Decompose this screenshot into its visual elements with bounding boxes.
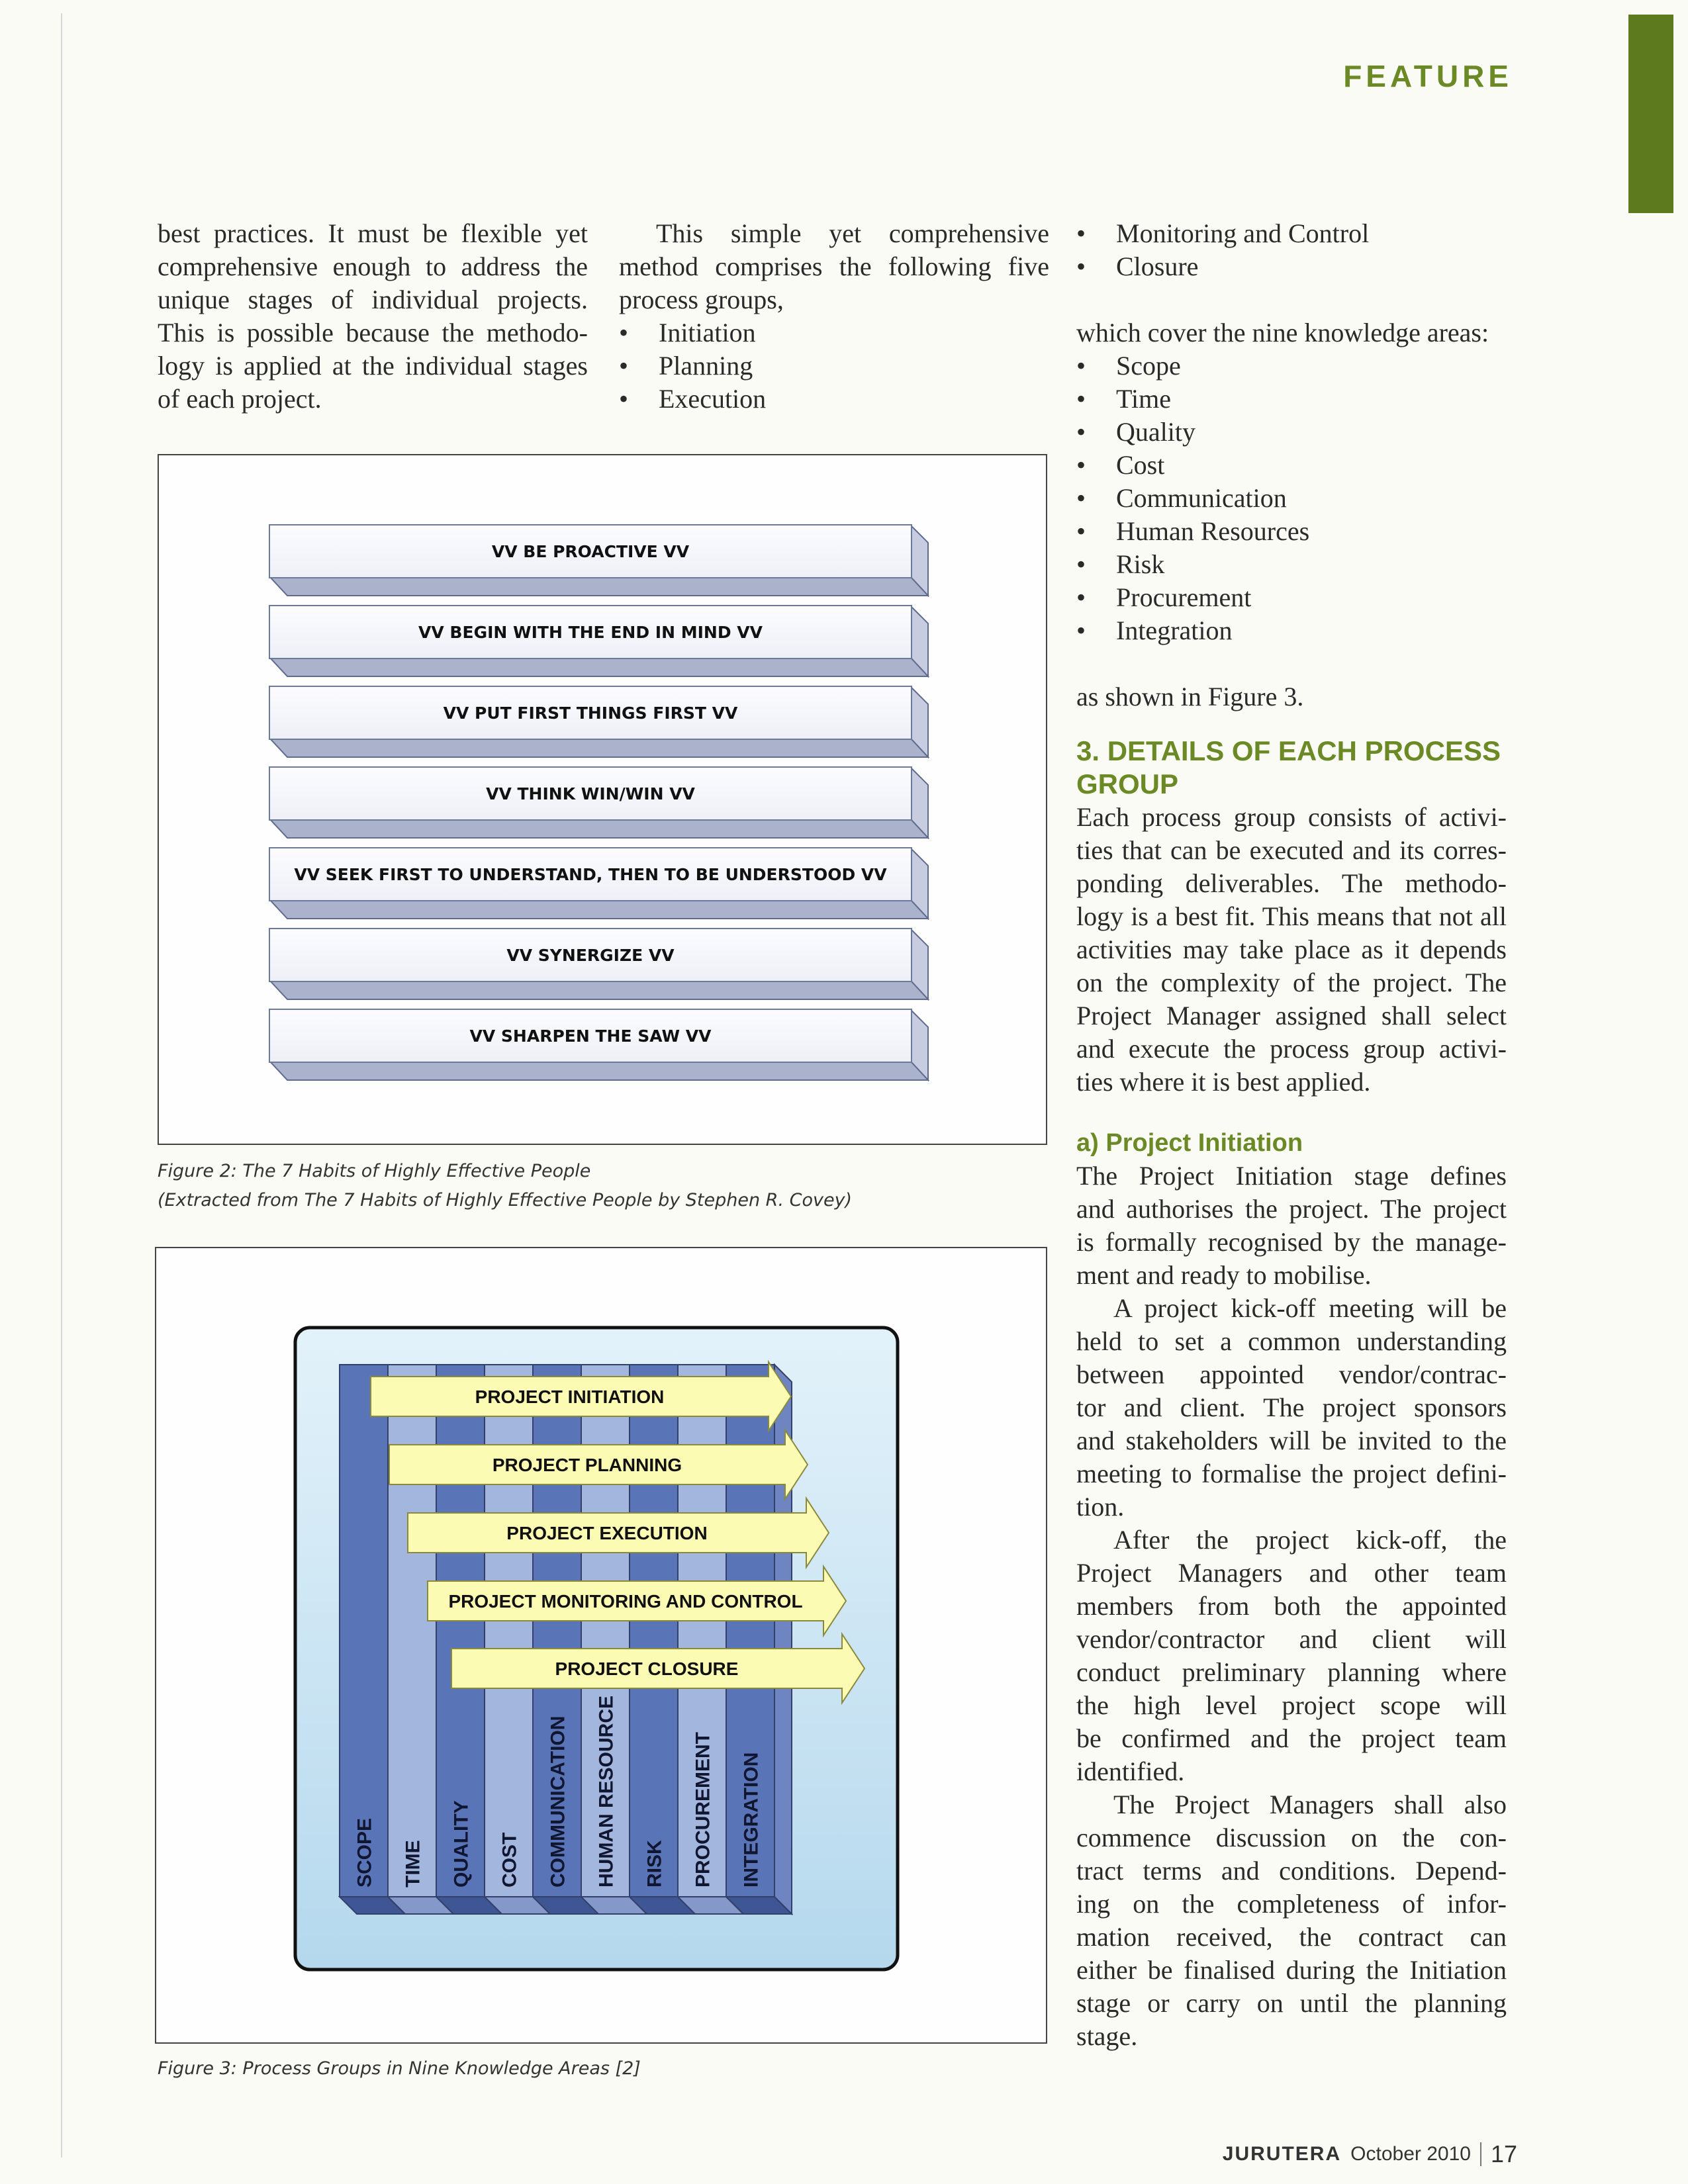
knowledge-area-label: SCOPE bbox=[353, 1817, 376, 1888]
process-group-label: PROJECT CLOSURE bbox=[555, 1659, 739, 1679]
knowledge-area-label: TIME bbox=[402, 1840, 424, 1888]
text-line: After the project kick-off, the bbox=[1113, 1525, 1507, 1555]
text-line: either be finalised during the Initiation bbox=[1076, 1955, 1507, 1985]
text-line: tion. bbox=[1076, 1492, 1125, 1522]
text-line: on the complexity of the project. The bbox=[1076, 968, 1507, 997]
knowledge-area-label: QUALITY bbox=[450, 1800, 473, 1888]
text-line: activities may take place as it depends bbox=[1076, 934, 1507, 964]
list-item: • Quality bbox=[1076, 416, 1507, 449]
process-group-list bbox=[619, 316, 1049, 416]
knowledge-column-face bbox=[340, 1365, 388, 1897]
text-line: This is possible because the methodo- bbox=[158, 318, 588, 347]
text-line: tor and client. The project sponsors bbox=[1076, 1392, 1507, 1422]
caption-line: Figure 2: The 7 Habits of Highly Effective People bbox=[158, 1161, 591, 1181]
text-line: commence discussion on the con- bbox=[1076, 1823, 1507, 1852]
text-line: held to set a common understanding bbox=[1076, 1326, 1507, 1356]
knowledge-intro: which cover the nine knowledge areas: bbox=[1076, 318, 1489, 347]
text-line: and authorises the project. The project bbox=[1076, 1194, 1507, 1224]
text-line: Each process group consists of activi- bbox=[1076, 802, 1507, 832]
figure-2-box bbox=[158, 454, 1047, 1145]
text-line: stage or carry on until the planning bbox=[1076, 1988, 1507, 2018]
habit-label: VV SEEK FIRST TO UNDERSTAND, THEN TO BE UNDERSTOOD VV bbox=[269, 847, 912, 901]
knowledge-area-list bbox=[1076, 349, 1507, 647]
habit-bar bbox=[269, 605, 931, 678]
habit-label: VV SYNERGIZE VV bbox=[269, 928, 912, 982]
habit-bar bbox=[269, 686, 931, 758]
text-line: the high level project scope will bbox=[1076, 1690, 1507, 1720]
text-line: is formally recognised by the manage- bbox=[1076, 1227, 1507, 1257]
text-line: ties that can be executed and its corres- bbox=[1076, 835, 1507, 865]
section-heading-line: GROUP bbox=[1076, 768, 1179, 799]
habit-bar-bottom bbox=[270, 739, 928, 757]
text-line: tract terms and conditions. Depend- bbox=[1076, 1856, 1507, 1886]
text-line: members from both the appointed bbox=[1076, 1591, 1507, 1621]
knowledge-area-label: COST bbox=[498, 1832, 521, 1888]
process-group-label: PROJECT PLANNING bbox=[492, 1455, 682, 1475]
text-line: ing on the completeness of infor- bbox=[1076, 1889, 1507, 1919]
text-line: The Project Initiation stage defines bbox=[1076, 1161, 1507, 1191]
habit-bar-bottom bbox=[270, 819, 928, 838]
column-2-text bbox=[619, 217, 1049, 416]
habit-label: VV THINK WIN/WIN VV bbox=[269, 766, 912, 821]
list-item: • Communication bbox=[1076, 482, 1507, 515]
habit-bar-bottom bbox=[270, 900, 928, 919]
magazine-name: JURUTERA bbox=[1222, 2143, 1342, 2165]
knowledge-area-label: COMMUNICATION bbox=[547, 1715, 569, 1888]
list-item: • Scope bbox=[1076, 349, 1507, 383]
text-line: between appointed vendor/contrac- bbox=[1076, 1359, 1507, 1389]
habit-label: VV BEGIN WITH THE END IN MIND VV bbox=[269, 605, 912, 659]
process-groups-diagram bbox=[156, 1248, 1046, 2042]
list-item: • Cost bbox=[1076, 449, 1507, 482]
paragraph-details bbox=[1076, 801, 1507, 1099]
section-label: FEATURE bbox=[1343, 59, 1513, 93]
text-line: A project kick-off meeting will be bbox=[1113, 1293, 1507, 1323]
text-line: of each project. bbox=[158, 384, 322, 414]
paragraph-after-kickoff bbox=[1076, 1524, 1507, 1788]
footer-divider bbox=[1480, 2142, 1481, 2166]
process-group-label: PROJECT MONITORING AND CONTROL bbox=[448, 1591, 803, 1612]
caption-line: (Extracted from The 7 Habits of Highly Effective People by Stephen R. Covey) bbox=[158, 1190, 853, 1210]
text-line: method comprises the following five bbox=[619, 251, 1049, 281]
paragraph-initiation bbox=[1076, 1160, 1507, 1292]
section-heading-line: 3. DETAILS OF EACH PROCESS bbox=[1076, 735, 1501, 766]
list-item: • Time bbox=[1076, 383, 1507, 416]
figure-3-caption: Figure 3: Process Groups in Nine Knowledge Areas [2] bbox=[158, 2058, 641, 2079]
text-line: and stakeholders will be invited to the bbox=[1076, 1426, 1507, 1455]
habit-bar bbox=[269, 1009, 931, 1081]
list-item: • Closure bbox=[1076, 250, 1507, 283]
habit-label: VV PUT FIRST THINGS FIRST VV bbox=[269, 686, 912, 740]
list-item: • Execution bbox=[619, 383, 1049, 416]
text-line: logy is applied at the individual stages bbox=[158, 351, 588, 381]
text-line: vendor/contractor and client will bbox=[1076, 1624, 1507, 1654]
figure-reference: as shown in Figure 3. bbox=[1076, 682, 1304, 711]
text-line: ment and ready to mobilise. bbox=[1076, 1260, 1372, 1290]
figure-3-box bbox=[155, 1247, 1047, 2044]
process-group-list-continued bbox=[1076, 217, 1507, 283]
list-item: • Procurement bbox=[1076, 581, 1507, 614]
page-footer bbox=[1223, 2140, 1517, 2168]
text-line: Project Manager assigned shall select bbox=[1076, 1001, 1507, 1030]
habit-label: VV SHARPEN THE SAW VV bbox=[269, 1009, 912, 1063]
text-line: meeting to formalise the project defini- bbox=[1076, 1459, 1507, 1488]
text-line: Project Managers and other team bbox=[1076, 1558, 1507, 1588]
list-item: • Human Resources bbox=[1076, 515, 1507, 548]
text-line: best practices. It must be flexible yet bbox=[158, 218, 588, 248]
subheading: a) Project Initiation bbox=[1076, 1129, 1303, 1157]
text-line: and execute the process group activi- bbox=[1076, 1034, 1507, 1064]
list-item: • Integration bbox=[1076, 614, 1507, 647]
text-line: ties where it is best applied. bbox=[1076, 1067, 1371, 1097]
list-item: • Initiation bbox=[619, 316, 1049, 349]
habit-bar-bottom bbox=[270, 1062, 928, 1080]
habits-stack bbox=[269, 524, 931, 1067]
text-line: comprehensive enough to address the bbox=[158, 251, 588, 281]
section-heading bbox=[1076, 735, 1507, 801]
page-number: 17 bbox=[1490, 2140, 1517, 2167]
section-color-tab bbox=[1628, 15, 1673, 213]
habit-bar bbox=[269, 847, 931, 920]
text-line: logy is a best fit. This means that not all bbox=[1076, 901, 1507, 931]
process-group-label: PROJECT INITIATION bbox=[475, 1387, 665, 1407]
text-line: This simple yet comprehensive bbox=[656, 218, 1049, 248]
text-line: identified. bbox=[1076, 1756, 1185, 1786]
column-3-text bbox=[1076, 217, 1507, 2053]
text-line: conduct preliminary planning where bbox=[1076, 1657, 1507, 1687]
habit-bar-bottom bbox=[270, 577, 928, 596]
habit-bar bbox=[269, 524, 931, 597]
text-line: ponding deliverables. The methodo- bbox=[1076, 868, 1507, 898]
text-line: be confirmed and the project team bbox=[1076, 1723, 1507, 1753]
list-item: • Planning bbox=[619, 349, 1049, 383]
knowledge-area-label: RISK bbox=[643, 1840, 666, 1888]
text-line: process groups, bbox=[619, 285, 784, 314]
habit-bar-bottom bbox=[270, 658, 928, 676]
list-item: • Monitoring and Control bbox=[1076, 217, 1507, 250]
knowledge-area-label: INTEGRATION bbox=[740, 1752, 763, 1888]
knowledge-area-label: HUMAN RESOURCE bbox=[595, 1695, 618, 1888]
issue-date: October 2010 bbox=[1350, 2143, 1471, 2165]
text-line: unique stages of individual projects. bbox=[158, 285, 588, 314]
paragraph-contract bbox=[1076, 1788, 1507, 2053]
habit-label: VV BE PROACTIVE VV bbox=[269, 524, 912, 578]
text-line: The Project Managers shall also bbox=[1113, 1790, 1507, 1819]
page-edge-line bbox=[61, 13, 62, 2158]
knowledge-area-label: PROCUREMENT bbox=[692, 1731, 714, 1888]
paragraph-kickoff bbox=[1076, 1292, 1507, 1524]
habit-bar bbox=[269, 766, 931, 839]
habit-bar-bottom bbox=[270, 981, 928, 999]
column-1-text bbox=[158, 217, 588, 416]
text-line: mation received, the contract can bbox=[1076, 1922, 1507, 1952]
text-line: stage. bbox=[1076, 2021, 1138, 2051]
habit-bar bbox=[269, 928, 931, 1001]
list-item: • Risk bbox=[1076, 548, 1507, 581]
process-group-label: PROJECT EXECUTION bbox=[506, 1523, 708, 1543]
figure-2-caption bbox=[158, 1157, 1045, 1215]
